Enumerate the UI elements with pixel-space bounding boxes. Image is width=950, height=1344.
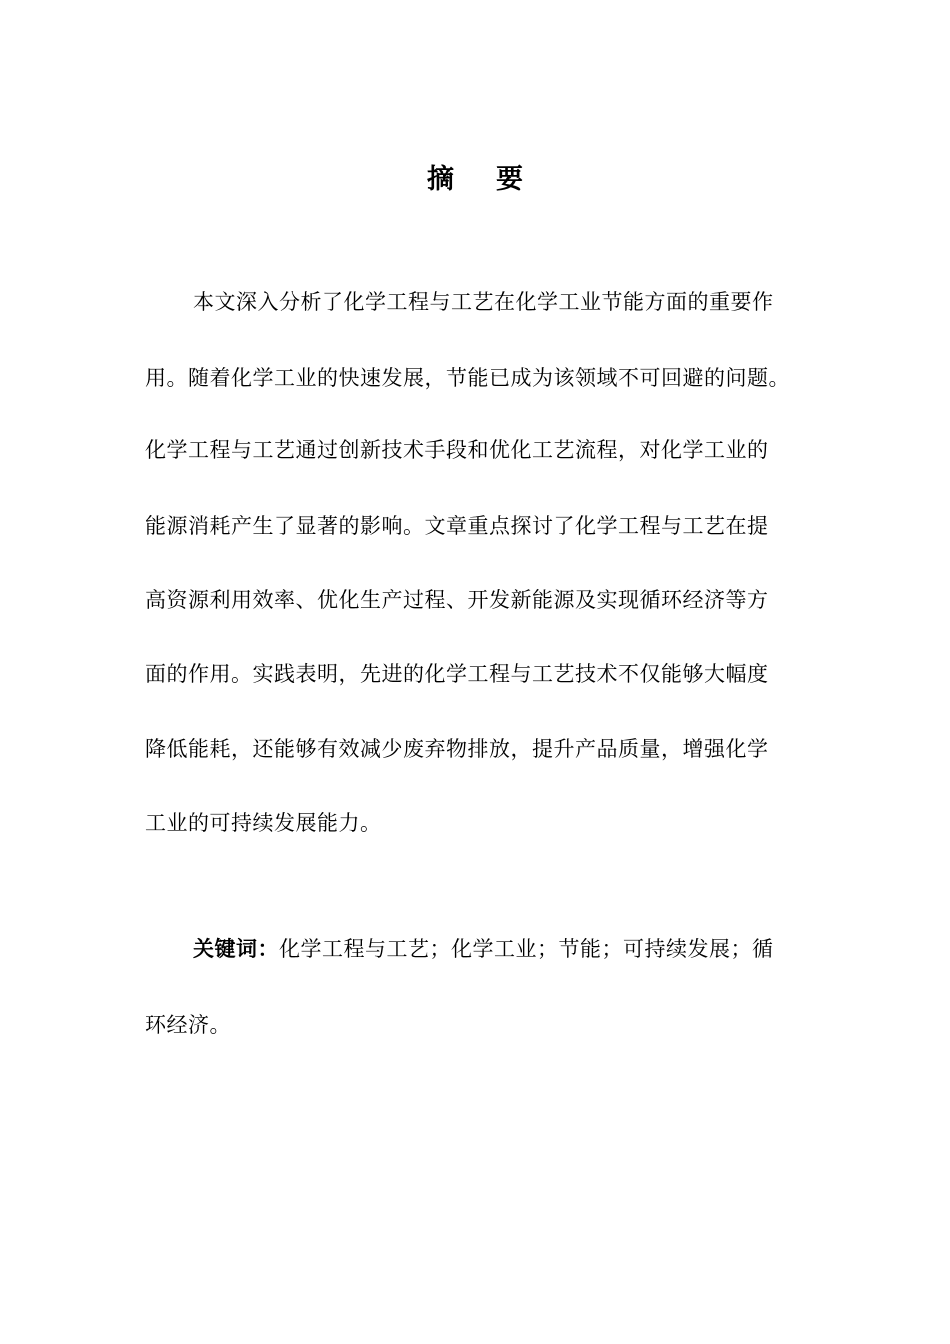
abstract-title [0, 158, 950, 202]
title-char-2: 要 [496, 164, 523, 195]
abstract-line-2: 用。随着化学工业的快速发展，节能已成为该领域不可回避的问题。 [145, 366, 790, 390]
abstract-line-3: 化学工程与工艺通过创新技术手段和优化工艺流程，对化学工业的 [145, 438, 769, 462]
abstract-line-4: 能源消耗产生了显著的影响。文章重点探讨了化学工程与工艺在提 [145, 514, 769, 538]
keywords-line-2: 环经济。 [145, 1013, 231, 1037]
abstract-line-1: 本文深入分析了化学工程与工艺在化学工业节能方面的重要作 [193, 290, 774, 314]
abstract-line-8: 工业的可持续发展能力。 [145, 811, 382, 835]
keywords-line-1 [193, 934, 774, 964]
abstract-line-5: 高资源利用效率、优化生产过程、开发新能源及实现循环经济等方 [145, 588, 769, 612]
keywords-text-1: 化学工程与工艺；化学工业；节能；可持续发展；循 [279, 937, 774, 961]
abstract-line-7: 降低能耗，还能够有效减少废弃物排放，提升产品质量，增强化学 [145, 737, 769, 761]
keywords-label: 关键词： [193, 937, 279, 961]
title-char-1: 摘 [427, 164, 454, 195]
abstract-line-6: 面的作用。实践表明，先进的化学工程与工艺技术不仅能够大幅度 [145, 662, 769, 686]
